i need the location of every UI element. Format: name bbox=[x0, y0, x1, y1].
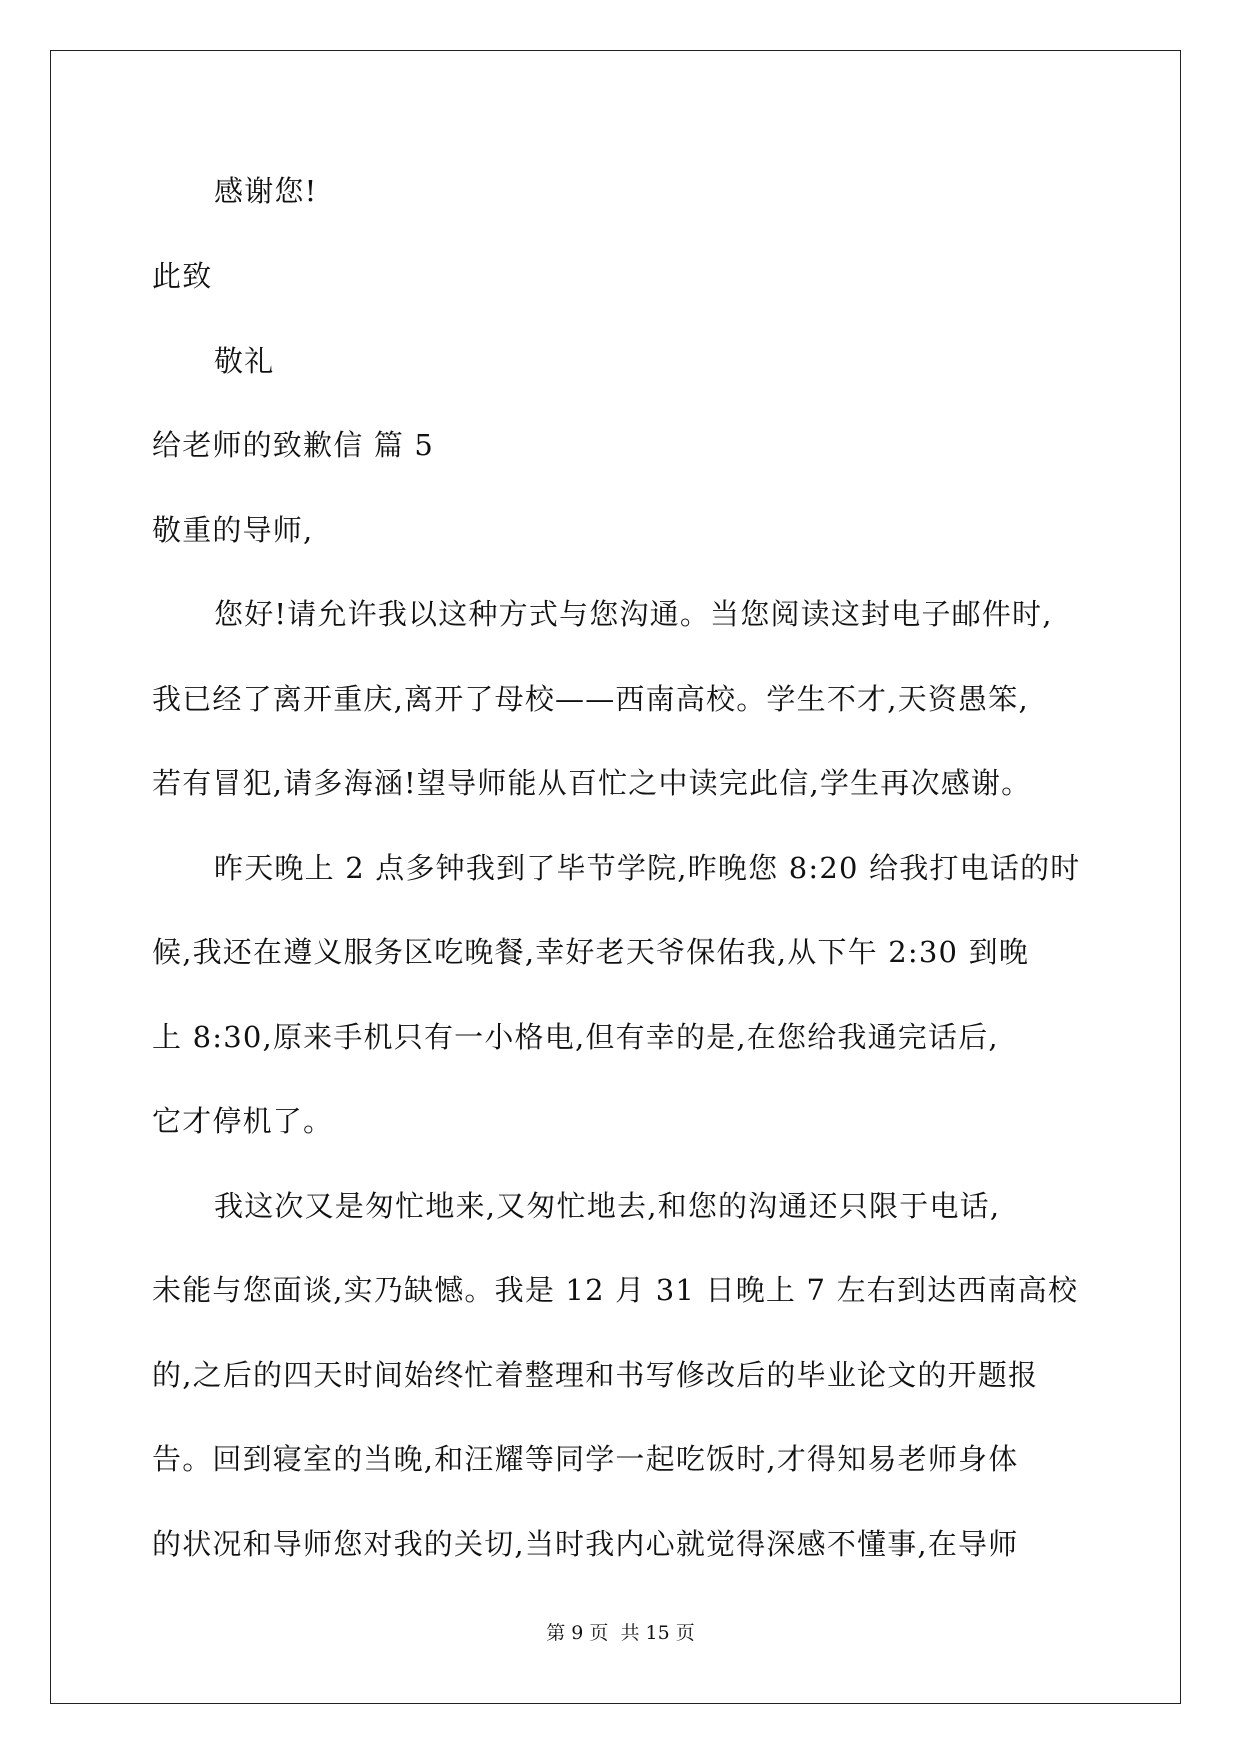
text-line: 的,之后的四天时间始终忙着整理和书写修改后的毕业论文的开题报 bbox=[152, 1358, 1039, 1392]
page-footer bbox=[0, 1621, 1241, 1645]
text-line: 感谢您! bbox=[214, 174, 318, 208]
text-line: 上 8:30,原来手机只有一小格电,但有幸的是,在您给我通完话后, bbox=[152, 1020, 999, 1054]
text-line: 告。回到寝室的当晚,和汪耀等同学一起吃饭时,才得知易老师身体 bbox=[152, 1442, 1019, 1476]
page-number: 第 9 页 bbox=[546, 1622, 609, 1644]
text-line: 我这次又是匆忙地来,又匆忙地去,和您的沟通还只限于电话, bbox=[214, 1189, 1001, 1223]
section-heading: 给老师的致歉信 篇 5 bbox=[152, 428, 435, 462]
text-line: 它才停机了。 bbox=[152, 1104, 334, 1138]
text-line: 昨天晚上 2 点多钟我到了毕节学院,昨晚您 8:20 给我打电话的时 bbox=[214, 851, 1081, 885]
text-line: 我已经了离开重庆,离开了母校——西南高校。学生不才,天资愚笨, bbox=[152, 682, 1029, 716]
text-line: 敬礼 bbox=[214, 344, 275, 378]
text-line: 候,我还在遵义服务区吃晚餐,幸好老天爷保佑我,从下午 2:30 到晚 bbox=[152, 935, 1030, 969]
text-line: 的状况和导师您对我的关切,当时我内心就觉得深感不懂事,在导师 bbox=[152, 1527, 1019, 1561]
text-line: 此致 bbox=[152, 259, 213, 293]
text-line: 若有冒犯,请多海涵!望导师能从百忙之中读完此信,学生再次感谢。 bbox=[152, 766, 1032, 800]
text-line: 未能与您面谈,实乃缺憾。我是 12 月 31 日晚上 7 左右到达西南高校 bbox=[152, 1273, 1079, 1307]
salutation: 敬重的导师, bbox=[152, 513, 314, 547]
text-line: 您好!请允许我以这种方式与您沟通。当您阅读这封电子邮件时, bbox=[214, 597, 1053, 631]
page-total: 共 15 页 bbox=[620, 1622, 695, 1644]
